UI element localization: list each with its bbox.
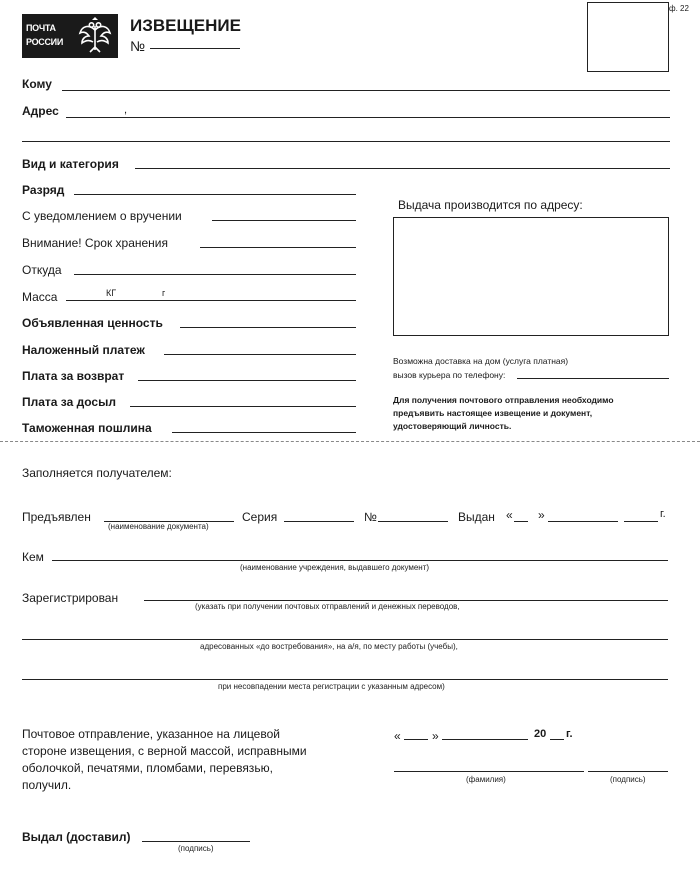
declared-value-field[interactable] bbox=[180, 327, 356, 328]
type-category-label: Вид и категория bbox=[22, 157, 119, 171]
issued-label: Выдан bbox=[458, 510, 495, 524]
recipient-signature-field[interactable] bbox=[588, 771, 668, 772]
year-prefix: 20 bbox=[534, 728, 547, 740]
id-note-line-3: удостоверяющий личность. bbox=[393, 421, 512, 431]
id-note-line-1: Для получения почтового отправления необходимо bbox=[393, 395, 614, 405]
by-whom-field[interactable] bbox=[52, 560, 668, 561]
cod-label: Наложенный платеж bbox=[22, 343, 145, 357]
receipt-day-field[interactable] bbox=[404, 739, 428, 740]
courier-phone-label: вызов курьера по телефону: bbox=[393, 370, 506, 380]
issued-by-hint: (подпись) bbox=[178, 844, 214, 853]
home-delivery-note: Возможна доставка на дом (услуга платная) bbox=[393, 356, 569, 366]
notice-number-field[interactable] bbox=[150, 48, 240, 49]
delivery-address-label: Выдача производится по адресу: bbox=[398, 198, 583, 212]
type-category-field[interactable] bbox=[135, 168, 670, 169]
receipt-statement-4: получил. bbox=[22, 778, 72, 792]
issued-month-field[interactable] bbox=[548, 521, 618, 522]
logo-line-2: РОССИИ bbox=[26, 37, 64, 47]
issued-day-field[interactable] bbox=[514, 521, 528, 522]
eagle-emblem-icon bbox=[75, 16, 115, 56]
kg-unit: КГ bbox=[106, 288, 117, 298]
receipt-statement-2: стороне извещения, с верной массой, исправными bbox=[22, 744, 307, 758]
customs-field[interactable] bbox=[172, 432, 356, 433]
declared-value-label: Объявленная ценность bbox=[22, 316, 163, 330]
notice-field[interactable] bbox=[212, 220, 356, 221]
registered-field-1[interactable] bbox=[144, 600, 668, 601]
surname-field[interactable] bbox=[394, 771, 584, 772]
recipient-signature-hint: (подпись) bbox=[610, 775, 646, 784]
page-title: ИЗВЕЩЕНИЕ bbox=[130, 16, 241, 35]
to-label: Кому bbox=[22, 77, 52, 91]
return-fee-field[interactable] bbox=[138, 380, 356, 381]
by-whom-hint: (наименование учреждения, выдавшего документ) bbox=[240, 563, 430, 572]
cut-line bbox=[0, 441, 700, 442]
address-comma: , bbox=[124, 104, 128, 116]
registered-hint-2: адресованных «до востребования», на а/я, по месту работы (учебы), bbox=[200, 642, 458, 651]
address-field-2[interactable] bbox=[22, 141, 670, 142]
recipient-heading: Заполняется получателем: bbox=[22, 466, 172, 480]
address-label: Адрес bbox=[22, 104, 59, 118]
notice-number-label: № bbox=[130, 38, 146, 54]
stamp-box bbox=[587, 2, 669, 72]
notice-label: С уведомлением о вручении bbox=[22, 209, 182, 223]
logo-line-1: ПОЧТА bbox=[26, 23, 56, 33]
cod-field[interactable] bbox=[164, 354, 356, 355]
resend-fee-field[interactable] bbox=[130, 406, 356, 407]
rank-label: Разряд bbox=[22, 183, 65, 197]
resend-fee-label: Плата за досыл bbox=[22, 395, 116, 409]
issued-by-signature-field[interactable] bbox=[142, 841, 250, 842]
issued-quote-open: « bbox=[506, 508, 513, 522]
return-fee-label: Плата за возврат bbox=[22, 369, 125, 383]
issued-by-label: Выдал (доставил) bbox=[22, 830, 131, 844]
weight-label: Масса bbox=[22, 290, 58, 304]
storage-field[interactable] bbox=[200, 247, 356, 248]
by-whom-label: Кем bbox=[22, 550, 44, 564]
surname-hint: (фамилия) bbox=[466, 775, 506, 784]
storage-label: Внимание! Срок хранения bbox=[22, 236, 169, 250]
year-suffix: г. bbox=[566, 728, 573, 740]
issued-year-suffix: г. bbox=[660, 508, 666, 520]
to-field[interactable] bbox=[62, 90, 670, 91]
russian-post-logo bbox=[22, 14, 118, 58]
receipt-year-field[interactable] bbox=[550, 739, 564, 740]
from-label: Откуда bbox=[22, 263, 62, 277]
registered-hint-3: при несовпадении места регистрации с указанным адресом) bbox=[218, 682, 445, 691]
issued-year-field[interactable] bbox=[624, 521, 658, 522]
address-field-1[interactable] bbox=[66, 117, 670, 118]
id-note-line-2: предъявить настоящее извещение и документ, bbox=[393, 408, 593, 418]
registered-hint-1: (указать при получении почтовых отправлений и денежных переводов, bbox=[195, 602, 460, 611]
customs-label: Таможенная пошлина bbox=[22, 421, 152, 435]
weight-field[interactable] bbox=[66, 300, 356, 301]
doc-number-field[interactable] bbox=[378, 521, 448, 522]
receipt-statement-1: Почтовое отправление, указанное на лицевой bbox=[22, 727, 280, 741]
receipt-month-field[interactable] bbox=[442, 739, 528, 740]
courier-phone-field[interactable] bbox=[517, 378, 669, 379]
receipt-statement-3: оболочкой, печатями, пломбами, перевязью, bbox=[22, 761, 273, 775]
registered-label: Зарегистрирован bbox=[22, 591, 119, 605]
issued-quote-close: » bbox=[538, 508, 545, 522]
date-quote-close: » bbox=[432, 729, 439, 743]
series-label: Серия bbox=[242, 510, 278, 524]
delivery-address-box bbox=[393, 217, 669, 336]
registered-field-3[interactable] bbox=[22, 679, 668, 680]
doc-number-label: № bbox=[364, 510, 377, 524]
from-field[interactable] bbox=[74, 274, 356, 275]
date-quote-open: « bbox=[394, 729, 401, 743]
rank-field[interactable] bbox=[74, 194, 356, 195]
g-unit: г bbox=[162, 288, 166, 298]
registered-field-2[interactable] bbox=[22, 639, 668, 640]
document-name-hint: (наименование документа) bbox=[108, 522, 209, 531]
series-field[interactable] bbox=[284, 521, 354, 522]
form-code: ф. 22 bbox=[669, 4, 689, 13]
logo-text bbox=[26, 21, 63, 49]
presented-label: Предъявлен bbox=[22, 510, 91, 524]
